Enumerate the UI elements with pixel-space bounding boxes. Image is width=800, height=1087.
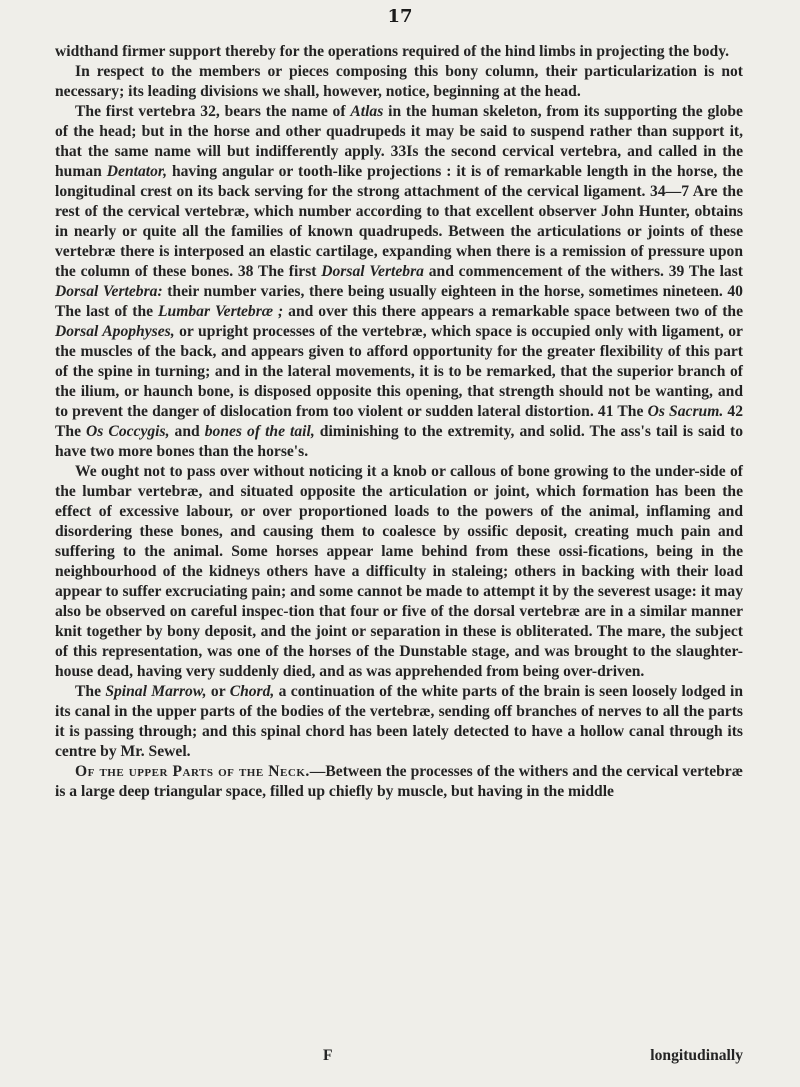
paragraph (55, 42, 743, 62)
text-run: their number varies, there being usually eighteen in the horse, sometimes nineteen. 40 The last of the (55, 283, 743, 320)
italic-term: bones of the tail, (204, 423, 315, 440)
italic-term: Dentator, (106, 163, 167, 180)
paragraph (55, 762, 743, 802)
italic-term: Chord, (229, 683, 275, 700)
text-run: or upright processes of the vertebræ, which space is occupied only with ligament, or the muscles of the back, and appears given to afford opportunity for the greater flexibility of this part of the spine in turning; and in the lateral movements, it is to be remarked, that the superior branch of the ilium, or haunch bone, is disposed opposite this opening, that strength should not be wanting, and to prevent the danger of dislocation from too violent or sudden lateral distortion. 41 The (55, 323, 743, 420)
text-run: widthand firmer support thereby for the operations required of the hind limbs in projecting the body. (55, 43, 730, 60)
italic-term: Spinal Marrow, (105, 683, 207, 700)
text-run: a continuation of the white parts of the brain is seen loosely lodged in its canal in the upper parts of the bodies of the vertebræ, sending off branches of nerves to all the parts it is passing through; and this spinal chord has been lately detected to have a hollow canal through its centre by Mr. Sewel. (55, 683, 743, 760)
italic-term: Lumbar Vertebræ ; (158, 303, 284, 320)
signature-mark: F (323, 1047, 333, 1064)
body-text (55, 42, 743, 802)
italic-term: Dorsal Vertebra: (55, 283, 163, 300)
paragraph (55, 102, 743, 462)
text-run: or (206, 683, 230, 700)
section-heading: Of the upper Parts of the Neck. (75, 763, 310, 780)
italic-term: Dorsal Vertebra (321, 263, 424, 280)
text-run: The (75, 683, 106, 700)
italic-term: Os Sacrum. (647, 403, 724, 420)
text-run: and (169, 423, 205, 440)
text-run: having angular or tooth-like projections : it is of remarkable length in the horse, the longitudinal crest on its back serving for the strong attachment of the cervical ligament. 34—7 Are the rest of the cervical vertebræ, which number according to that excellent observer John Hunter, obtains in nearly or quite all the families of known quadrupeds. Between the articulations or joints of these vertebræ there is interposed an elastic cartilage, expanding when there is a remission of pressure upon the column of these bones. 38 The first (55, 163, 744, 280)
text-run: In respect to the members or pieces composing this bony column, their particularization is not necessary; its leading divisions we shall, however, notice, beginning at the head. (55, 63, 743, 100)
text-run: diminishing to the extremity, and solid. The ass's tail is said to have two more bones than the horse's. (55, 423, 743, 460)
page-number: 17 (387, 6, 413, 27)
italic-term: Os Coccygis, (86, 423, 170, 440)
text-run: in the human skeleton, from its supporting the globe of the head; but in the horse and other quadrupeds it may be said to suspend rather than support it, that the same name will but indifferently apply. 33Is the second cervical vertebra, and called in the human (55, 103, 743, 180)
text-run: —Between the processes of the withers and the cervical vertebræ is a large deep triangular space, filled up chiefly by muscle, but having in the middle (55, 763, 743, 800)
paragraph (55, 62, 743, 102)
text-run: The first vertebra 32, bears the name of (75, 103, 351, 120)
text-run: We ought not to pass over without noticing it a knob or callous of bone growing to the under-side of the lumbar vertebræ, and situated opposite the articulation or joint, which formation has been the effect of excessive labour, or over proportioned loads to the powers of the animal, inflaming and disordering these bones, and causing them to coalesce by ossific deposit, creating much pain and suffering to the animal. Some horses appear lame behind from these ossi-fications, being in the neighbourhood of the kidneys others have a difficulty in staleing; others in backing with their load appear to suffer excruciating pain; and some cannot be made to attempt it by the severest usage: it may also be observed on careful inspec-tion that four or five of the dorsal vertebræ are in a similar manner knit together by bony deposit, and the joint or separation in these is obliterated. The mare, the subject of this representation, was one of the horses of the Dunstable stage, and was brought to the slaughter-house dead, having very suddenly died, and as was apprehended from being over-driven. (55, 463, 743, 680)
text-run: 42 The (55, 403, 743, 440)
catchword: longitudinally (650, 1047, 743, 1064)
paragraph (55, 682, 743, 762)
italic-term: Atlas (350, 103, 384, 120)
text-run: and over this there appears a remarkable space between two of the (283, 303, 743, 320)
paragraph (55, 462, 743, 682)
text-run: and commencement of the withers. 39 The last (423, 263, 743, 280)
italic-term: Dorsal Apophyses, (55, 323, 175, 340)
